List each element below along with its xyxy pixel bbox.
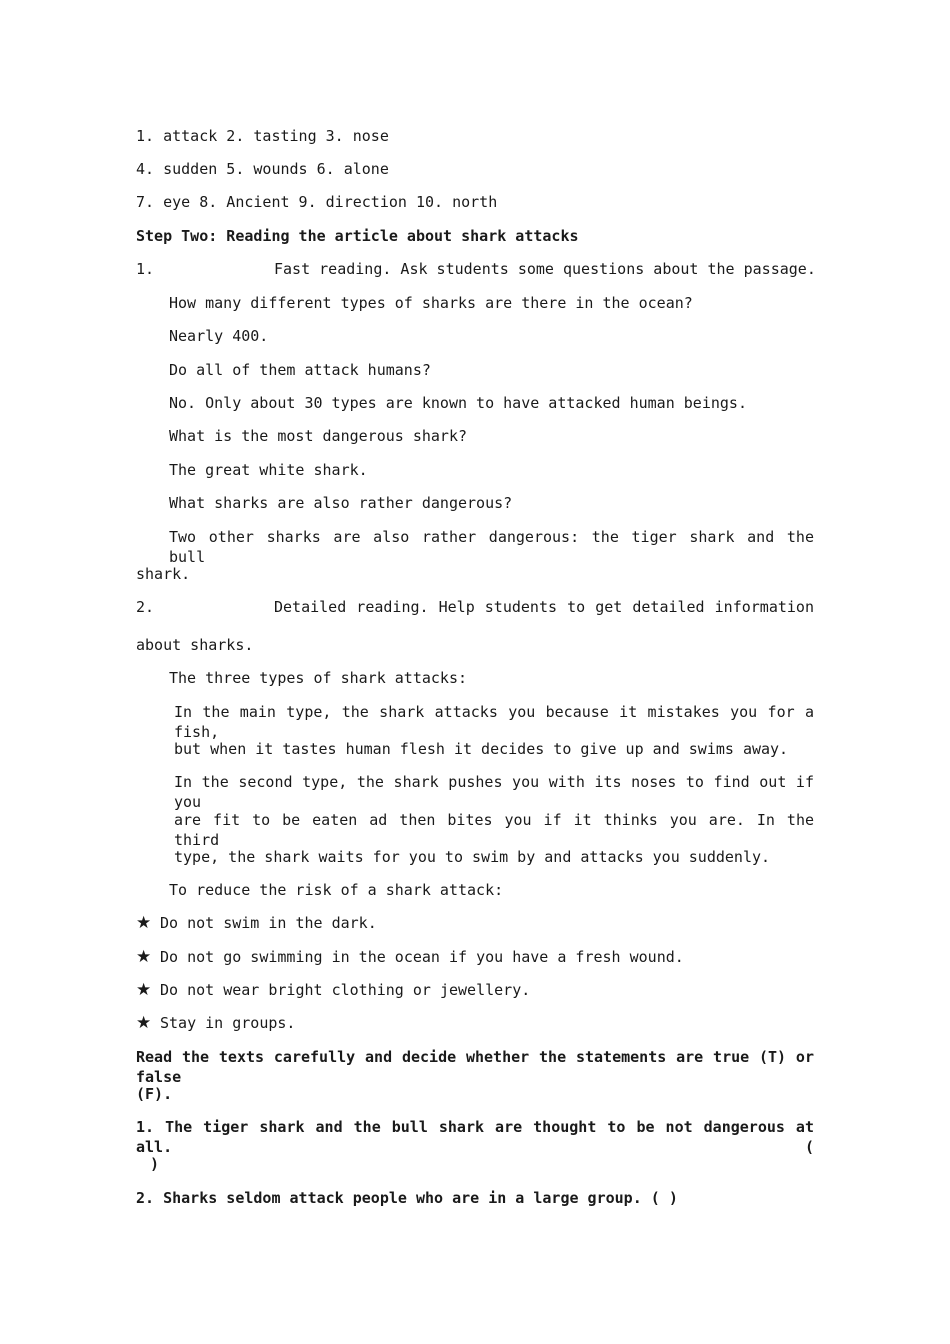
qa-line: How many different types of sharks are there in the ocean?: [169, 294, 693, 312]
tip-item: [136, 1013, 814, 1033]
fast-reading-intro: Fast reading. Ask students some questions about the passage.: [274, 260, 816, 278]
qa-line: Do all of them attack humans?: [169, 361, 431, 379]
tip-text: Stay in groups.: [160, 1014, 296, 1032]
detailed-reading-intro-cont: about sharks.: [136, 636, 254, 654]
tf-answer-blank-1: ): [150, 1155, 160, 1173]
fast-reading-item: [136, 259, 814, 279]
tip-text: Do not wear bright clothing or jewellery.: [160, 981, 531, 999]
tf-instruction: Read the texts carefully and decide whether the statements are true (T) or false: [136, 1048, 814, 1086]
tip-item: [136, 947, 814, 967]
tf-instruction-cont: (F).: [136, 1085, 173, 1103]
type-line: but when it tastes human flesh it decides to give up and swims away.: [174, 740, 789, 758]
star-icon: ★: [136, 947, 152, 967]
detailed-reading-item: [136, 597, 814, 617]
tip-item: [136, 980, 814, 1000]
item-number: 1.: [136, 260, 155, 278]
qa-line: The great white shark.: [169, 461, 368, 479]
detailed-reading-intro: Detailed reading. Help students to get detailed information: [274, 598, 814, 616]
qa-line: What is the most dangerous shark?: [169, 427, 468, 445]
vocab-answer-line: 4. sudden 5. wounds 6. alone: [136, 160, 389, 178]
type-line: are fit to be eaten ad then bites you if it thinks you are. In the third: [174, 811, 814, 849]
qa-line: What sharks are also rather dangerous?: [169, 494, 513, 512]
risk-heading: To reduce the risk of a shark attack:: [169, 881, 504, 899]
step-two-heading: Step Two: Reading the article about shark attacks: [136, 227, 579, 245]
tf-question-2: 2. Sharks seldom attack people who are in a large group. ( ): [136, 1189, 678, 1207]
tip-text: Do not swim in the dark.: [160, 914, 377, 932]
item-number: 2.: [136, 598, 155, 616]
star-icon: ★: [136, 980, 152, 1000]
tf-question-1: 1. The tiger shark and the bull shark are thought to be not dangerous at all. (: [136, 1118, 814, 1156]
qa-line: No. Only about 30 types are known to have attacked human beings.: [169, 394, 747, 412]
vocab-answer-line: 1. attack 2. tasting 3. nose: [136, 127, 389, 145]
type-line: type, the shark waits for you to swim by and attacks you suddenly.: [174, 848, 771, 866]
vocab-answer-line: 7. eye 8. Ancient 9. direction 10. north: [136, 193, 498, 211]
star-icon: ★: [136, 913, 152, 933]
type-line: In the main type, the shark attacks you because it mistakes you for a fish,: [174, 703, 814, 741]
qa-line: shark.: [136, 565, 191, 583]
type-line: In the second type, the shark pushes you with its noses to find out if you: [174, 773, 814, 811]
qa-line: Two other sharks are also rather dangerous: the tiger shark and the bull: [169, 528, 814, 566]
star-icon: ★: [136, 1013, 152, 1033]
tip-text: Do not go swimming in the ocean if you have a fresh wound.: [160, 948, 684, 966]
qa-line: Nearly 400.: [169, 327, 269, 345]
types-heading: The three types of shark attacks:: [169, 669, 468, 687]
tip-item: [136, 913, 814, 933]
